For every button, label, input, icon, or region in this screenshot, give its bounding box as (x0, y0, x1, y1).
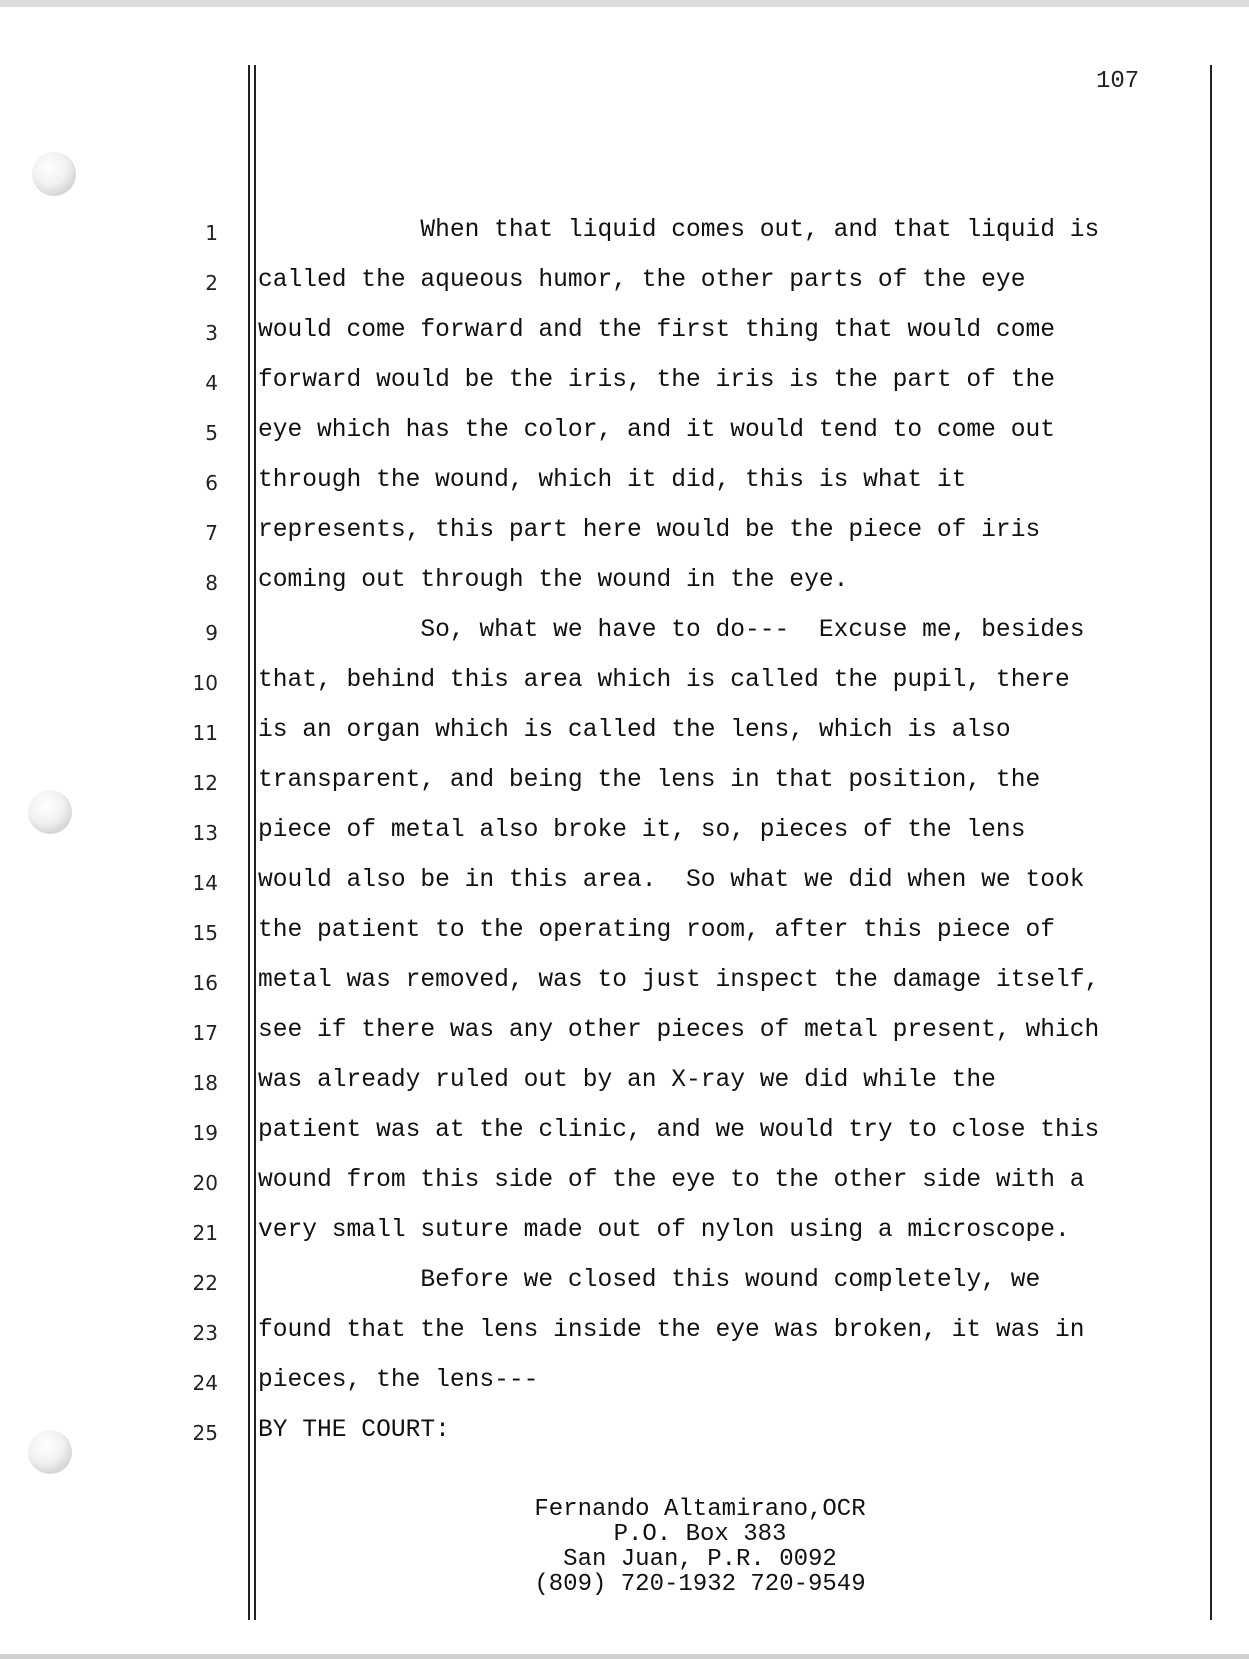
margin-line-right (1210, 65, 1212, 1620)
transcript-line: through the wound, which it did, this is what it (258, 467, 967, 494)
line-number: 10 (192, 671, 218, 695)
transcript-line: piece of metal also broke it, so, pieces of the lens (258, 817, 1026, 844)
line-number: 9 (205, 621, 218, 645)
line-number: 17 (192, 1021, 218, 1045)
transcript-line: called the aqueous humor, the other parts of the eye (258, 267, 1026, 294)
line-number: 12 (192, 771, 218, 795)
punch-hole-top (32, 152, 76, 196)
transcript-line: represents, this part here would be the piece of iris (258, 517, 1041, 544)
line-number: 3 (205, 321, 218, 345)
transcript-line: forward would be the iris, the iris is the part of the (258, 367, 1055, 394)
reporter-name: Fernando Altamirano,OCR (534, 1496, 866, 1523)
reporter-address-city: San Juan, P.R. 0092 (563, 1546, 837, 1573)
line-number: 14 (192, 871, 218, 895)
scan-bottom-edge (0, 1654, 1249, 1659)
transcript-line: So, what we have to do--- Excuse me, besides (258, 617, 1085, 644)
line-number: 19 (192, 1121, 218, 1145)
line-number: 5 (205, 421, 218, 445)
punch-hole-middle (28, 790, 72, 834)
transcript-line: wound from this side of the eye to the other side with a (258, 1167, 1085, 1194)
transcript-line: eye which has the color, and it would tend to come out (258, 417, 1055, 444)
line-number: 1 (205, 221, 218, 245)
transcript-line: patient was at the clinic, and we would try to close this (258, 1117, 1100, 1144)
transcript-line: would also be in this area. So what we did when we took (258, 867, 1085, 894)
scan-top-edge (0, 0, 1249, 7)
line-number: 8 (205, 571, 218, 595)
transcript-line: Before we closed this wound completely, we (258, 1267, 1041, 1294)
line-number: 21 (192, 1221, 218, 1245)
transcript-line: see if there was any other pieces of metal present, which (258, 1017, 1100, 1044)
line-number: 23 (192, 1321, 218, 1345)
line-number: 6 (205, 471, 218, 495)
transcript-line: very small suture made out of nylon using a microscope. (258, 1217, 1070, 1244)
line-number: 15 (192, 921, 218, 945)
line-number: 13 (192, 821, 218, 845)
reporter-address-box: P.O. Box 383 (613, 1521, 787, 1548)
line-number: 2 (205, 271, 218, 295)
punch-hole-bottom (28, 1430, 72, 1474)
line-number: 4 (205, 371, 218, 395)
transcript-line: When that liquid comes out, and that liquid is (258, 217, 1100, 244)
line-number: 18 (192, 1071, 218, 1095)
transcript-line: pieces, the lens--- (258, 1367, 539, 1394)
transcript-line: transparent, and being the lens in that position, the (258, 767, 1041, 794)
transcript-line: found that the lens inside the eye was broken, it was in (258, 1317, 1085, 1344)
reporter-phone: (809) 720-1932 720-9549 (534, 1571, 866, 1598)
transcript-line: that, behind this area which is called the pupil, there (258, 667, 1070, 694)
transcript-line: would come forward and the first thing that would come (258, 317, 1055, 344)
transcript-line: BY THE COURT: (258, 1417, 450, 1444)
transcript-line: metal was removed, was to just inspect the damage itself, (258, 967, 1100, 994)
transcript-line: coming out through the wound in the eye. (258, 567, 849, 594)
line-number: 25 (192, 1421, 218, 1445)
transcript-line: is an organ which is called the lens, which is also (258, 717, 1011, 744)
transcript-line: was already ruled out by an X-ray we did while the (258, 1067, 996, 1094)
margin-line-left-outer (248, 65, 250, 1620)
line-number: 11 (192, 721, 218, 745)
page-number: 107 (1096, 68, 1140, 95)
line-number: 24 (192, 1371, 218, 1395)
line-number: 16 (192, 971, 218, 995)
line-number: 20 (192, 1171, 218, 1195)
transcript-line: the patient to the operating room, after this piece of (258, 917, 1055, 944)
line-number: 22 (192, 1271, 218, 1295)
line-number: 7 (205, 521, 218, 545)
margin-line-left-inner (254, 65, 256, 1620)
